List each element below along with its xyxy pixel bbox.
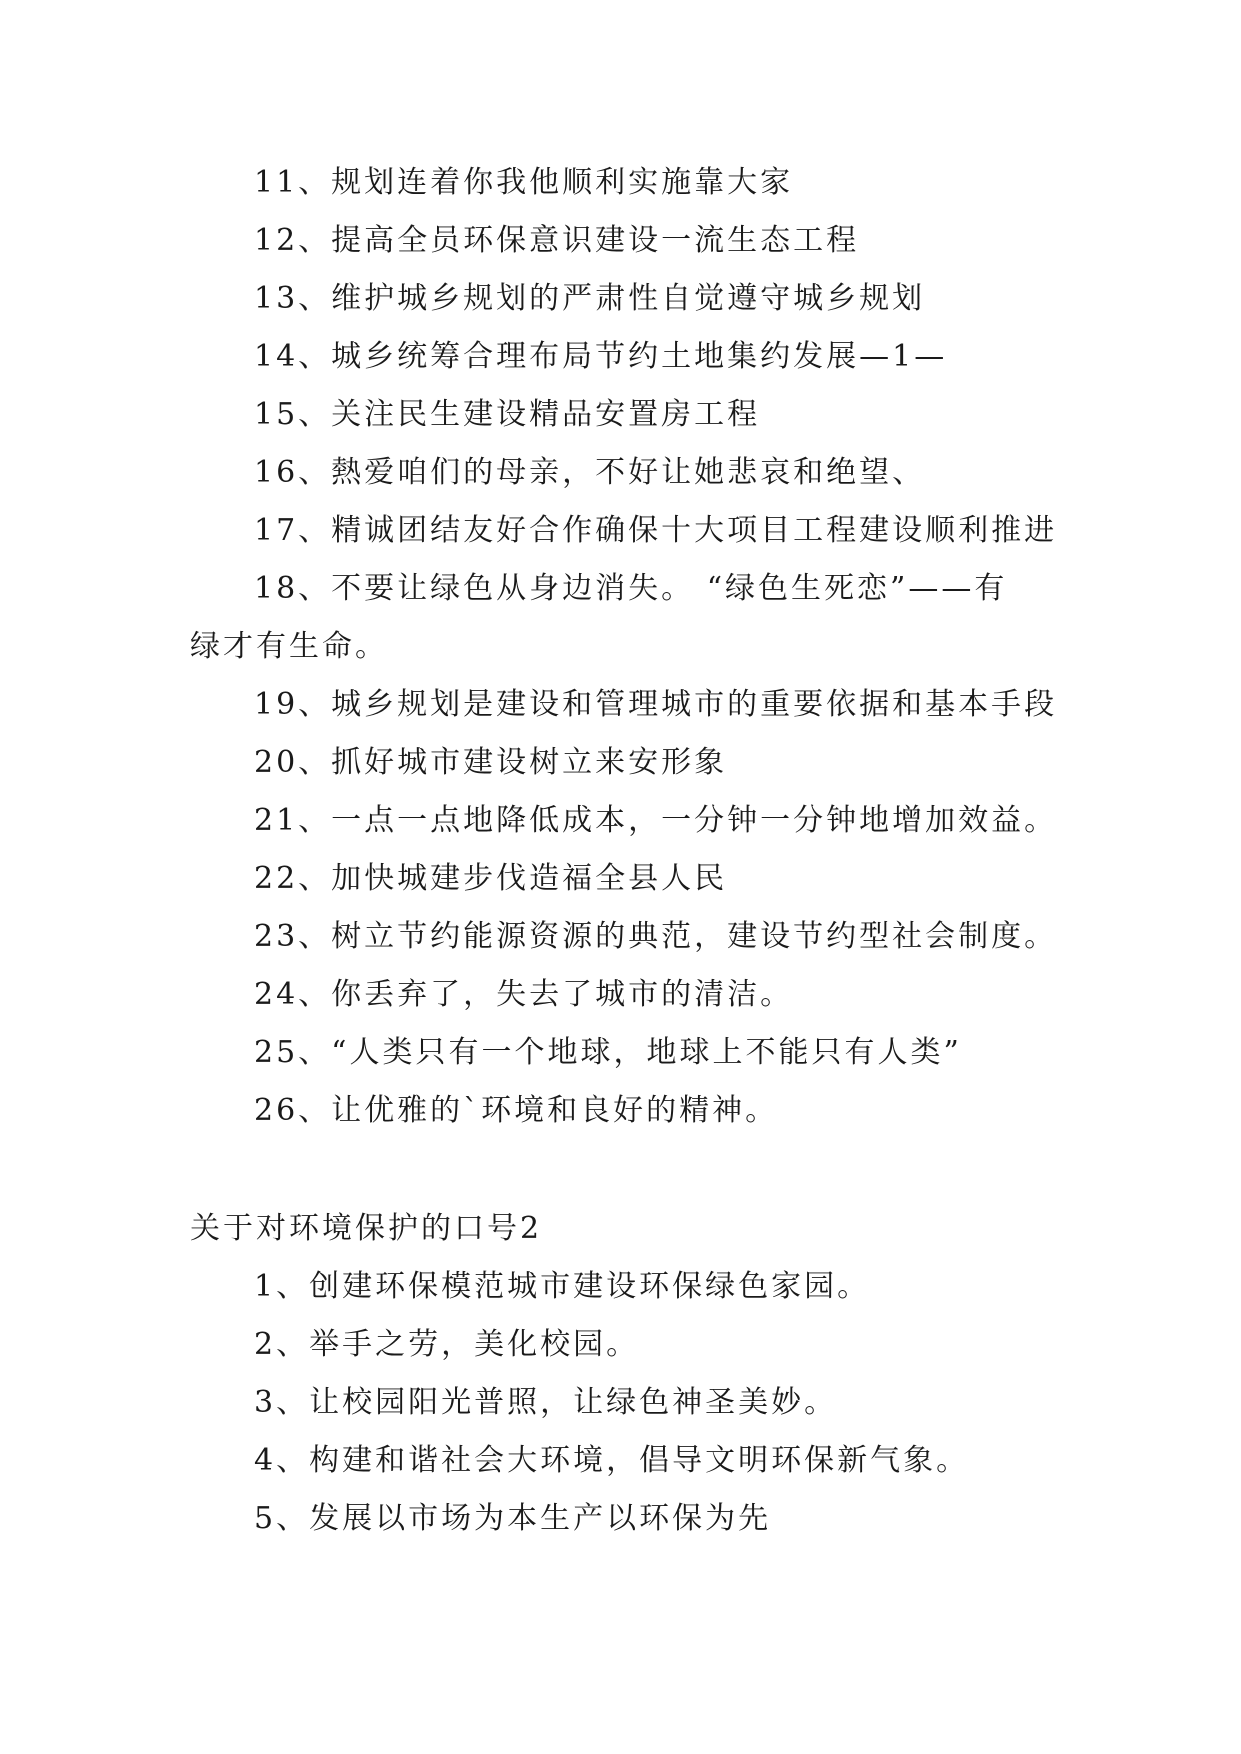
slogan-24: 24、你丢弃了，失去了城市的清洁。 <box>254 977 794 1012</box>
slogan2-5: 5、发展以市场为本生产以环保为先 <box>254 1501 772 1536</box>
slogan2-2: 2、举手之劳，美化校园。 <box>254 1327 640 1362</box>
slogan2-1: 1、创建环保模范城市建设环保绿色家园。 <box>254 1269 871 1304</box>
slogan-11: 11、规划连着你我他顺利实施靠大家 <box>254 165 794 200</box>
slogan-16: 16、熱爱咱们的母亲，不好让她悲哀和绝望、 <box>254 455 926 490</box>
slogan-17: 17、精诚团结友好合作确保十大项目工程建设顺利推进 <box>254 513 1058 548</box>
slogan2-4: 4、构建和谐社会大环境，倡导文明环保新气象。 <box>254 1443 970 1478</box>
slogan-12: 12、提高全员环保意识建设一流生态工程 <box>254 223 860 258</box>
slogan-18: 18、不要让绿色从身边消失。 “绿色生死恋”——有 <box>254 571 1008 606</box>
slogan-21: 21、一点一点地降低成本，一分钟一分钟地增加效益。 <box>254 803 1058 838</box>
section-title: 关于对环境保护的口号2 <box>190 1211 543 1246</box>
slogan-13: 13、维护城乡规划的严肃性自觉遵守城乡规划 <box>254 281 926 316</box>
slogan2-3: 3、让校园阳光普照，让绿色神圣美妙。 <box>254 1385 838 1420</box>
slogan-14: 14、城乡统筹合理布局节约土地集约发展—1— <box>254 339 948 374</box>
slogan-15: 15、关注民生建设精品安置房工程 <box>254 397 761 432</box>
slogan-25: 25、“人类只有一个地球，地球上不能只有人类” <box>254 1035 962 1070</box>
slogan-20: 20、抓好城市建设树立来安形象 <box>254 745 728 780</box>
slogan-26: 26、让优雅的`环境和良好的精神。 <box>254 1093 779 1128</box>
slogan-23: 23、树立节约能源资源的典范，建设节约型社会制度。 <box>254 919 1058 954</box>
slogan-19: 19、城乡规划是建设和管理城市的重要依据和基本手段 <box>254 687 1058 722</box>
slogan-22: 22、加快城建步伐造福全县人民 <box>254 861 728 896</box>
slogan-18-continuation: 绿才有生命。 <box>190 629 388 664</box>
